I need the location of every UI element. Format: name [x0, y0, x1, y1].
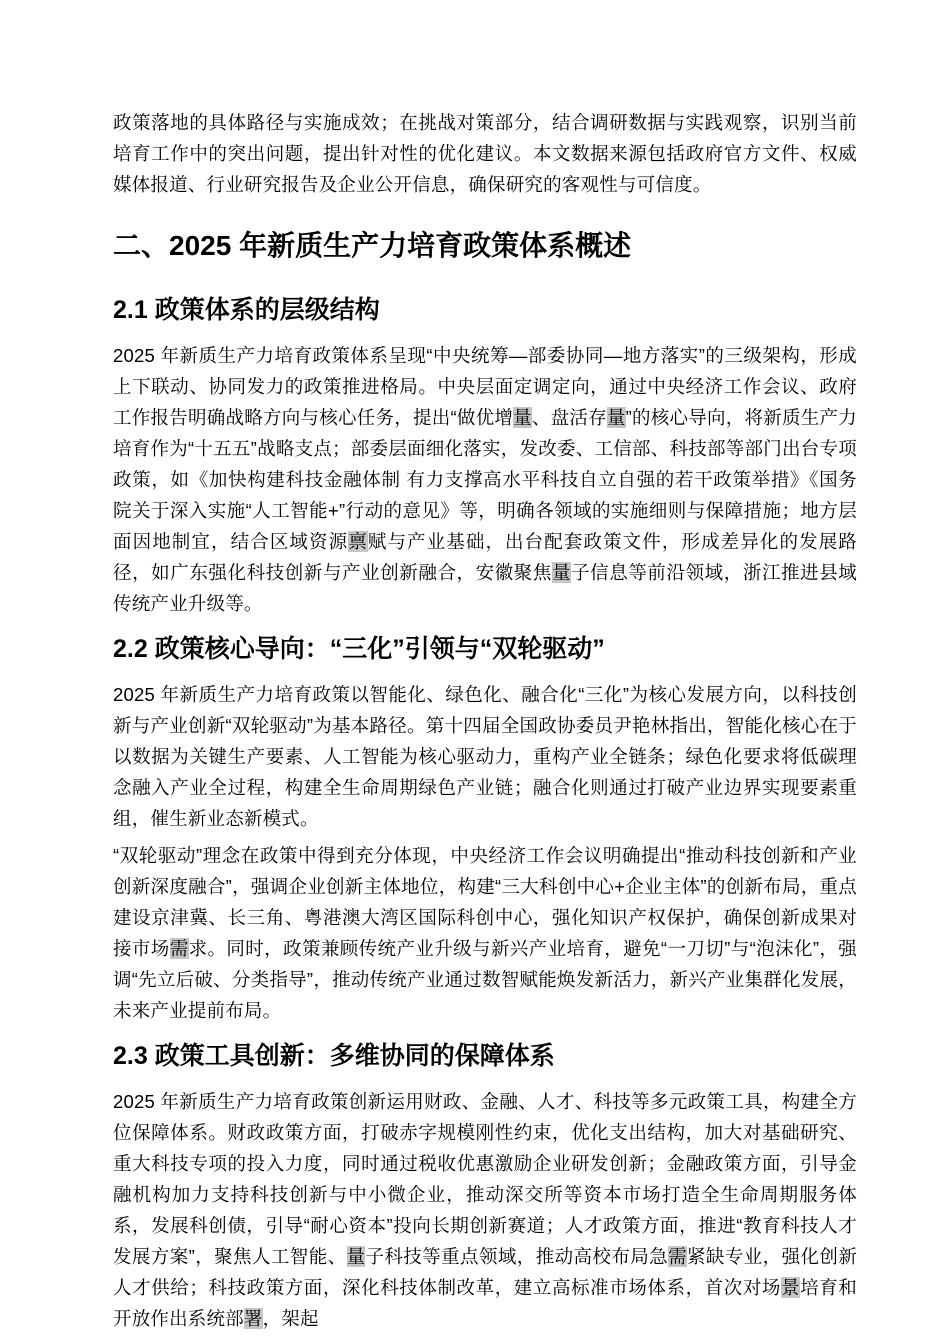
section-2-2-paragraph-1: 2025 年新质生产力培育政策以智能化、绿色化、融合化“三化”为核心发展方向，以科技创新与产业创新“双轮驱动”为基本路径。第十四届全国政协委员尹艳林指出，智能化核心在于以数据为关键生产要素、人工智能为核心驱动力，重构产业全链条；绿色化要求将低碳理念融入产业全过程，构建全生命周期绿色产业链；融合化则通过打破产业边界实现要素重组，催生新业态新模式。 — [113, 684, 857, 829]
section-heading-2-1: 2.1 政策体系的层级结构 — [113, 296, 380, 324]
fallback-glyph: 景 — [781, 1277, 801, 1298]
section-heading-2-2: 2.2 政策核心导向：“三化”引领与“双轮驱动” — [113, 635, 605, 663]
fallback-glyph: 需 — [668, 1246, 688, 1267]
fallback-glyph: 量 — [513, 407, 532, 428]
fallback-glyph: 禀 — [348, 531, 368, 552]
section-2-2-paragraph-2: “双轮驱动”理念在政策中得到充分体现，中央经济工作会议明确提出“推动科技创新和产业创新深度融合”，强调企业创新主体地位，构建“三大科创中心+企业主体”的创新布局，重点建设京津冀、长三角、粤港澳大湾区国际科创中心，强化知识产权保护，确保创新成果对接市场需求。同时，政策兼顾传统产业升级与新兴产业培育，避免“一刀切”与“泡沫化”，强调“先立后破、分类指导”，推动传统产业通过数智赋能焕发新活力，新兴产业集群化发展，未来产业提前布局。 — [113, 845, 858, 1021]
section-heading-2-3: 2.3 政策工具创新：多维协同的保障体系 — [113, 1042, 555, 1070]
fallback-glyph: 署 — [243, 1308, 263, 1329]
fallback-glyph: 量 — [606, 407, 626, 428]
fallback-glyph: 需 — [169, 938, 189, 959]
fallback-glyph: 量 — [551, 562, 572, 583]
intro-paragraph: 政策落地的具体路径与实施成效；在挑战对策部分，结合调研数据与实践观察，识别当前培育工作中的突出问题，提出针对性的优化建议。本文数据来源包括政府官方文件、权威媒体报道、行业研究报告及企业公开信息，确保研究的客观性与可信度。 — [113, 112, 857, 195]
section-2-1-paragraph-1: 2025 年新质生产力培育政策体系呈现“中央统筹—部委协同—地方落实”的三级架构，形成上下联动、协同发力的政策推进格局。中央层面定调定向，通过中央经济工作会议、政府工作报告明确战略方向与核心任务，提出“做优增量、盘活存量”的核心导向，将新质生产力培育作为“十五五”战略支点；部委层面细化落实，发改委、工信部、科技部等部门出台专项政策，如《加快构建科技金融体制 有力支撑高水平科技自立自强的若干政策举措》《国务院关于深入实施“人工智能+”行动的意见》等，明确各领域的实施细则与保障措施；地方层面因地制宜，结合区域资源禀赋与产业基础，出台配套政策文件，形成差异化的发展路径，如广东强化科技创新与产业创新融合，安徽聚焦量子信息等前沿领域，浙江推进县域传统产业升级等。 — [113, 345, 857, 614]
section-2-3-paragraph-1: 2025 年新质生产力培育政策创新运用财政、金融、人才、科技等多元政策工具，构建全方位保障体系。财政政策方面，打破赤字规模刚性约束，优化支出结构，加大对基础研究、重大科技专项的投入力度，同时通过税收优惠激励企业研发创新；金融政策方面，引导金融机构加力支持科技创新与中小微企业，推动深交所等资本市场打造全生命周期服务体系，发展科创债，引导“耐心资本”投向长期创新赛道；人才政策方面，推进“教育科技人才发展方案”，聚焦人工智能、量子科技等重点领域，推动高校布局急需紧缺专业，强化创新人才供给；科技政策方面，深化科技体制改革，建立高标准市场体系，首次对场景培育和开放作出系统部署，架起 — [113, 1091, 858, 1329]
fallback-glyph: 量 — [346, 1246, 366, 1267]
chapter-title: 二、2025 年新质生产力培育政策体系概述 — [113, 230, 632, 261]
